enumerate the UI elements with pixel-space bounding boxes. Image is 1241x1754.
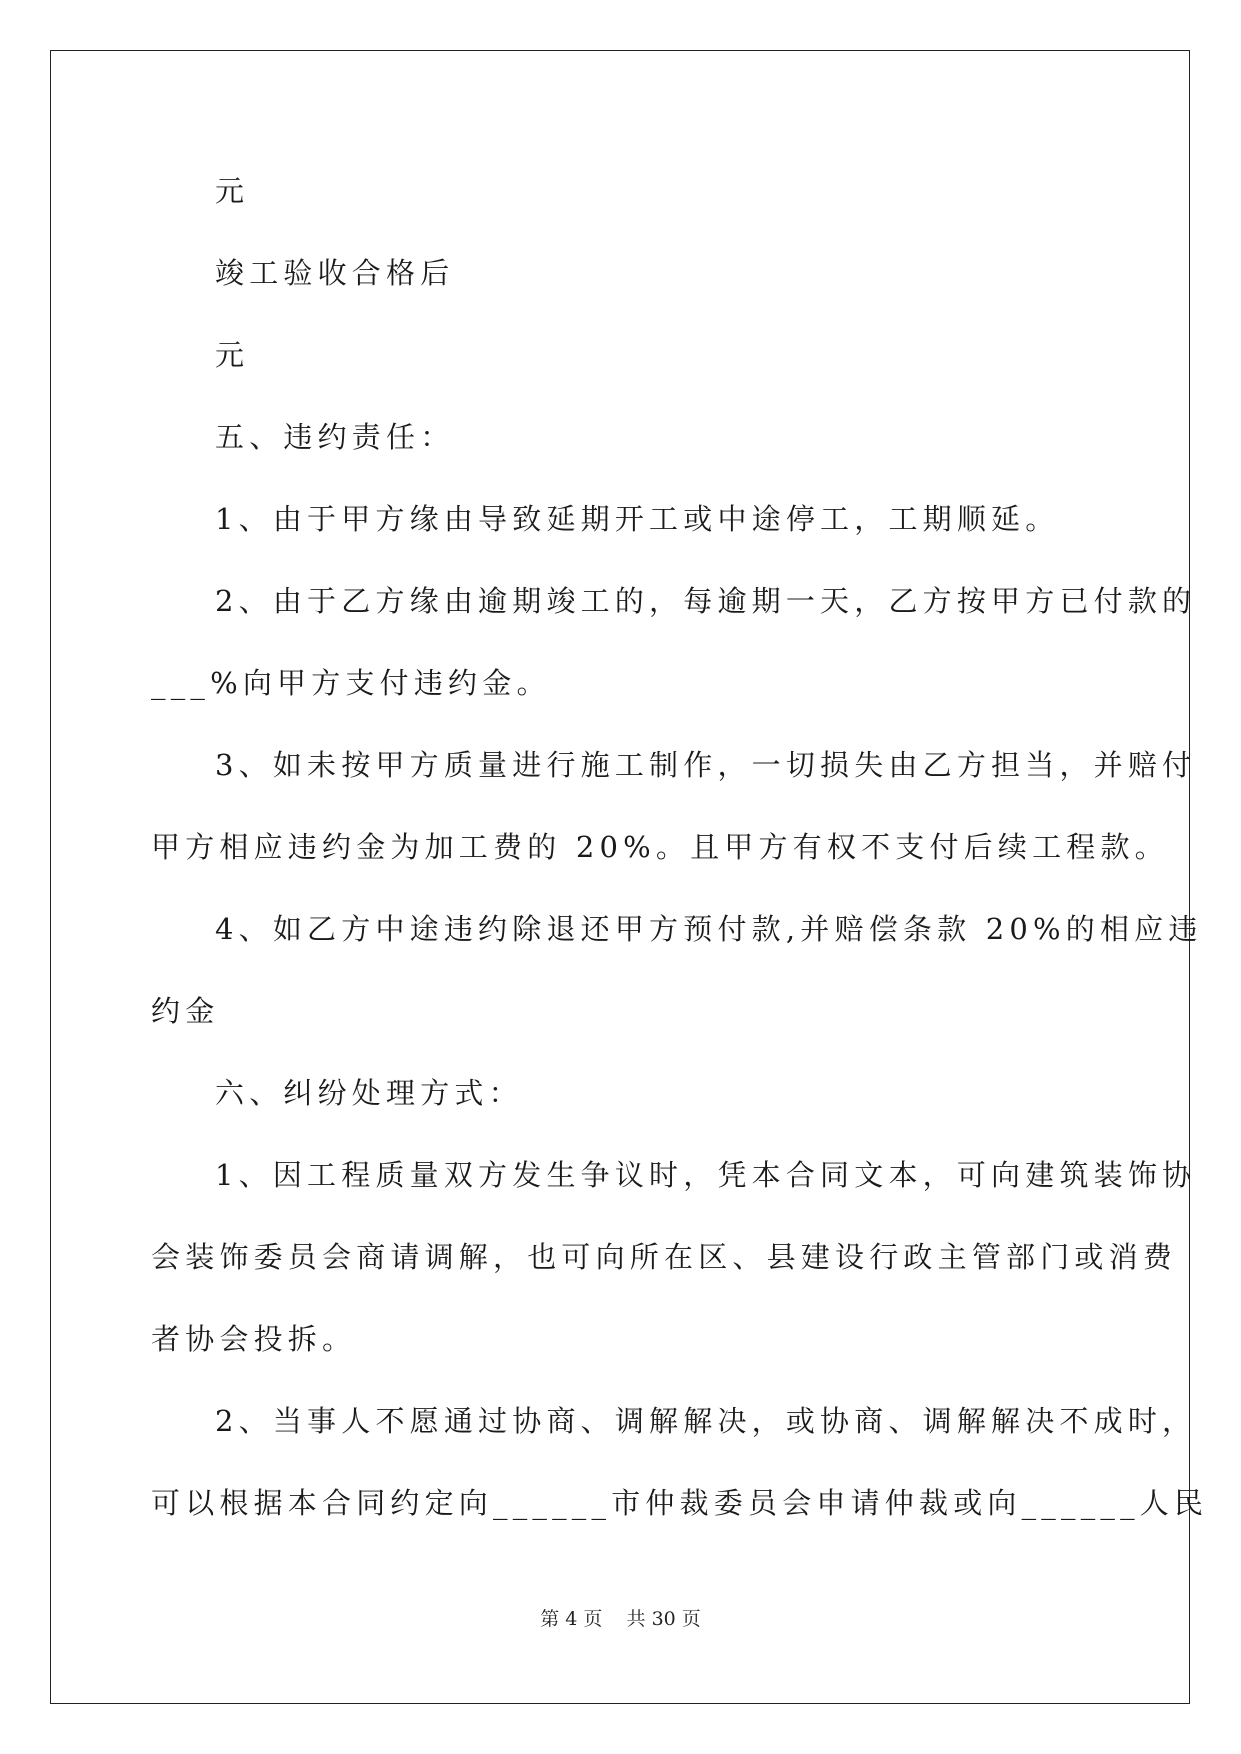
text-line: 2、当事人不愿通过协商、调解解决，或协商、调解解决不成时， bbox=[215, 1404, 1197, 1438]
text-line: 竣工验收合格后 bbox=[215, 256, 455, 290]
text-line: 会装饰委员会商请调解，也可向所在区、县建设行政主管部门或消费 bbox=[151, 1240, 1178, 1274]
text-line: 3、如未按甲方质量进行施工制作，一切损失由乙方担当，并赔付 bbox=[215, 748, 1197, 782]
text-line: 1、由于甲方缘由导致延期开工或中途停工，工期顺延。 bbox=[215, 502, 1060, 536]
page-number-footer: 第 4 页 共 30 页 bbox=[540, 1608, 701, 1630]
text-line: 1、因工程质量双方发生争议时，凭本合同文本，可向建筑装饰协 bbox=[215, 1158, 1197, 1192]
text-line: 约金 bbox=[151, 994, 220, 1028]
text-line: 元 bbox=[215, 174, 250, 208]
section-heading: 六、纠纷处理方式： bbox=[215, 1076, 523, 1110]
section-heading: 五、违约责任： bbox=[215, 420, 455, 454]
text-line: 可以根据本合同约定向______市仲裁委员会申请仲裁或向______人民 bbox=[151, 1486, 1209, 1520]
text-line: 元 bbox=[215, 338, 250, 372]
text-line: 2、由于乙方缘由逾期竣工的，每逾期一天，乙方按甲方已付款的 bbox=[215, 584, 1197, 618]
text-line: 甲方相应违约金为加工费的 20%。且甲方有权不支付后续工程款。 bbox=[151, 830, 1169, 864]
text-line: ___%向甲方支付违约金。 bbox=[151, 666, 551, 700]
text-line: 者协会投拆。 bbox=[151, 1322, 357, 1356]
text-line: 4、如乙方中途违约除退还甲方预付款,并赔偿条款 20%的相应违 bbox=[215, 912, 1203, 946]
